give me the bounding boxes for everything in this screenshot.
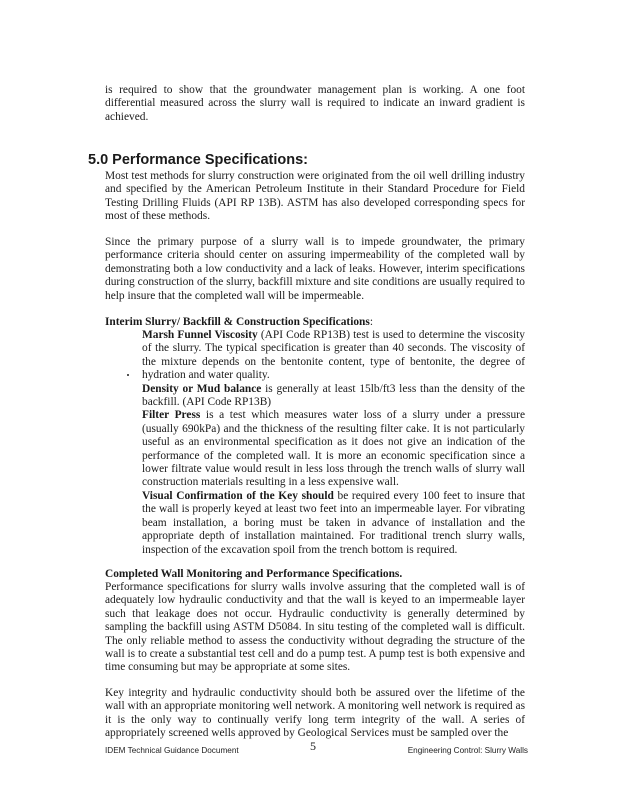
completed-paragraph-1 (105, 581, 525, 675)
interim-list (142, 329, 525, 557)
visual-term: Visual Confirmation of the Key should (142, 489, 334, 502)
section-heading: 5.0 Performance Specifications: (88, 152, 308, 168)
section-paragraph-1 (105, 170, 525, 224)
footer-left: IDEM Technical Guidance Document (105, 746, 239, 755)
completed-para1-text: Performance specifications for slurry walls involve assuring that the completed wall is of adequately low hydraulic conductivity and that the wall is keyed to an impermeable layer such that leakage does not occur. Hydraulic conductivity is generally determined by sampling the backfill using ASTM D5084. In situ testing of the completed wall is difficult. The only reliable method to assess the conductivity without degrading the structure of the wall is to create a substantial test cell and do a pump test. A pump test is both expensive and time consuming but may be appropriate at some sites. (105, 581, 525, 674)
filter-term: Filter Press (142, 409, 201, 422)
marsh-code: (API Code RP13B) (260, 329, 351, 341)
density-term: Density or Mud balance (142, 382, 262, 395)
interim-item-marsh (142, 329, 525, 383)
marsh-term: Marsh Funnel Viscosity (142, 329, 258, 341)
intro-paragraph (105, 84, 525, 124)
section-paragraph-2 (105, 236, 525, 303)
section-para2-text: Since the primary purpose of a slurry wall is to impede groundwater, the primary performance criteria should center on assuring impermeability of the completed wall by demonstrating both a low conductivity and a lack of leaks. However, interim specifications during construction of the slurry, backfill mixture and site conditions are usually required to help insure that the completed wall will be impermeable. (105, 236, 525, 302)
interim-title-text: Interim Slurry/ Backfill & Construction Specifications (105, 316, 370, 328)
interim-title: Interim Slurry/ Backfill & Construction Specifications: (105, 316, 373, 328)
visual-text: be required every 100 feet to insure that the wall is properly keyed at least two feet into an impermeable layer. For vibrating beam installation, a boring must be taken in advance of installation and the appropriate depth of installation maintained. For traditional trench slurry walls, inspection of the excavation spoil from the trench bottom is required. (142, 489, 525, 556)
filter-text: is a test which measures water loss of a slurry under a pressure (usually 690kPa) and the thickness of the resulting filter cake. It is not particularly useful as an environmental specification as it does not give an indication of the performance of the completed wall. It is more an economic specification since a lower filtrate value would result in less loss through the trench walls of slurry wall construction materials resulting in a less expensive wall. (142, 409, 526, 489)
density-text: is generally at least 15lb/ft3 less than the density of the backfill. (API Code RP13B) (142, 382, 525, 409)
completed-title (105, 568, 525, 581)
interim-item-density (142, 383, 525, 410)
completed-para2-text: Key integrity and hydraulic conductivity should both be assured over the lifetime of the wall with an appropriate monitoring well network. A monitoring well network is required as it is the only way to continually verify long term integrity of the wall. A series of appropriately screened wells approved by Geological Services must be sampled over the (105, 687, 525, 740)
completed-title-text: Completed Wall Monitoring and Performance Specifications. (105, 568, 403, 580)
bullet-mark (127, 374, 129, 376)
section-para1-text: Most test methods for slurry construction were originated from the oil well drilling industry and specified by the American Petroleum Institute in their Standard Procedure for Field Testing Drilling Fluids (API RP 13B). ASTM has also developed corresponding specs for most of these methods. (105, 170, 525, 223)
marsh-text: test is used to determine the viscosity of the slurry. The typical specification is greater than 40 seconds. The viscosity of the mixture depends on the bentonite content, type of bentonite, the degree of hydration and water quality. (142, 329, 525, 382)
footer-right: Engineering Control: Slurry Walls (407, 746, 528, 755)
page-number: 5 (310, 739, 316, 753)
interim-item-filter (142, 409, 525, 489)
interim-item-visual (142, 490, 525, 557)
intro-text: is required to show that the groundwater management plan is working. A one foot differential measured across the slurry wall is required to indicate an inward gradient is achieved. (105, 84, 525, 123)
completed-paragraph-2 (105, 687, 525, 741)
